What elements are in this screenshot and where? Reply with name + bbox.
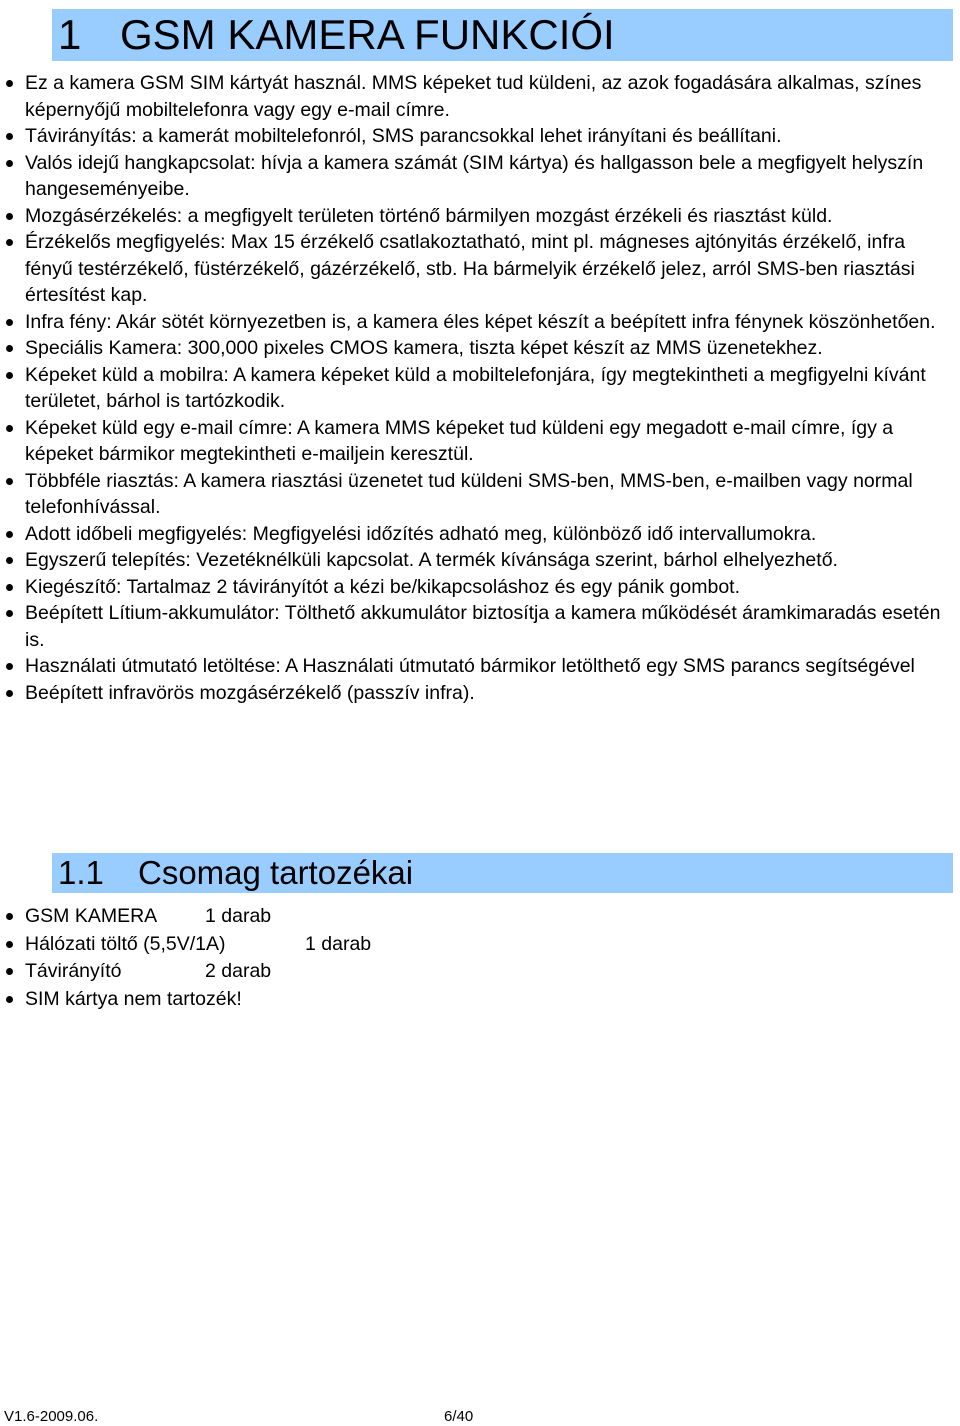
contents-item <box>0 986 700 1014</box>
contents-item-qty: 2 darab <box>205 960 272 982</box>
bullet-icon <box>6 531 13 538</box>
list-item-text: Többféle riasztás: A kamera riasztási üzenetet tud küldeni SMS-ben, MMS-ben, e-mailben vagy normal telefonhívással. <box>25 469 913 518</box>
list-item-text: Infra fény: Akár sötét környezetben is, a kamera éles képet készít a beépített infra fénynek köszönhetően. <box>25 310 936 333</box>
list-item <box>0 574 958 601</box>
section-number: 1 <box>58 11 82 58</box>
list-item-text: Használati útmutató letöltése: A Használati útmutató bármikor letölthető egy SMS parancs segítségével <box>25 655 915 677</box>
list-item-text: Beépített infravörös mozgásérzékelő (passzív infra). <box>25 681 475 704</box>
list-item-text: Távirányítás: a kamerát mobiltelefonról, SMS parancsokkal lehet irányítani és beállítani. <box>25 125 782 147</box>
list-item <box>0 600 958 653</box>
bullet-icon <box>6 133 13 140</box>
list-item <box>0 203 958 230</box>
subsection-title: Csomag tartozékai <box>138 854 414 891</box>
bullet-icon <box>6 372 13 379</box>
subsection-number: 1.1 <box>58 854 104 891</box>
list-item-text: Valós idejű hangkapcsolat: hívja a kamera számát (SIM kártya) és hallgasson bele a megfigyelt helyszín hangeseményeibe. <box>25 151 924 200</box>
bullet-icon <box>6 319 13 326</box>
list-item-text: Beépített Lítium-akkumulátor: Tölthető akkumulátor biztosítja a kamera működését áramkimaradás esetén is. <box>25 602 941 651</box>
list-item <box>0 309 958 336</box>
list-item <box>0 680 958 707</box>
list-item <box>0 521 958 548</box>
list-item-text: Kiegészítő: Tartalmaz 2 távirányítót a kézi be/kikapcsoláshoz és egy pánik gombot. <box>25 575 741 598</box>
list-item <box>0 547 958 574</box>
bullet-icon <box>6 425 13 432</box>
list-item <box>0 362 958 415</box>
contents-item <box>0 958 700 986</box>
contents-item <box>0 903 700 931</box>
footer-version: V1.6-2009.06. <box>4 1408 99 1425</box>
bullet-icon <box>6 913 13 920</box>
bullet-icon <box>6 663 13 670</box>
contents-item-name: GSM KAMERA <box>25 905 158 927</box>
list-item <box>0 123 958 150</box>
contents-item <box>0 931 700 959</box>
list-item-text: Képeket küld egy e-mail címre: A kamera MMS képeket tud küldeni egy megadott e-mail címre, így a képeket bármikor megtekintheti e-mailjein keresztül. <box>25 416 894 465</box>
bullet-icon <box>6 690 13 697</box>
bullet-icon <box>6 213 13 220</box>
bullet-icon <box>6 996 13 1003</box>
contents-item-name: Hálózati töltő (5,5V/1A) <box>25 932 226 955</box>
list-item <box>0 335 958 362</box>
list-item-text: Egyszerű telepítés: Vezetéknélküli kapcsolat. A termék kívánsága szerint, bárhol elhelyezhető. <box>25 549 838 571</box>
bullet-icon <box>6 584 13 591</box>
list-item-text: Mozgásérzékelés: a megfigyelt területen történő bármilyen mozgást érzékeli és riasztást küld. <box>25 204 833 227</box>
bullet-icon <box>6 160 13 167</box>
list-item-text: Képeket küld a mobilra: A kamera képeket küld a mobiltelefonjára, így megtekintheti a megfigyelni kívánt területet, bárhol is tartózkodik. <box>25 363 926 412</box>
bullet-icon <box>6 610 13 617</box>
contents-item-name: SIM kártya nem tartozék! <box>25 987 242 1010</box>
list-item <box>0 415 958 468</box>
bullet-icon <box>6 968 13 975</box>
section-title: GSM KAMERA FUNKCIÓI <box>120 11 615 58</box>
bullet-icon <box>6 80 13 87</box>
bullet-icon <box>6 941 13 948</box>
list-item <box>0 653 958 680</box>
bullet-icon <box>6 478 13 485</box>
list-item <box>0 229 958 309</box>
subsection-heading <box>52 853 953 893</box>
bullet-icon <box>6 239 13 246</box>
bullet-icon <box>6 557 13 564</box>
list-item-text: Adott időbeli megfigyelés: Megfigyelési időzítés adható meg, különböző idő intervallumokra. <box>25 522 817 545</box>
feature-list <box>0 70 958 706</box>
list-item-text: Érzékelős megfigyelés: Max 15 érzékelő csatlakoztatható, mint pl. mágneses ajtónyitás érzékelő, infra fényű testérzékelő, füstérzékelő, gázérzékelő, stb. Ha bármelyik érzékelő jelez, arról SMS-ben riasztási értesítést kap. <box>25 231 915 306</box>
contents-item-name: Távirányító <box>25 960 122 982</box>
footer-page-number: 6/40 <box>444 1408 474 1425</box>
list-item <box>0 468 958 521</box>
list-item <box>0 70 958 123</box>
section-heading <box>52 9 953 61</box>
list-item-text: Speciális Kamera: 300,000 pixeles CMOS kamera, tiszta képet készít az MMS üzenetekhez. <box>25 337 823 359</box>
list-item-text: Ez a kamera GSM SIM kártyát használ. MMS képeket tud küldeni, az azok fogadására alkalmas, színes képernyőjű mobiltelefonra vagy egy e-mail címre. <box>25 72 922 121</box>
bullet-icon <box>6 345 13 352</box>
package-contents-list <box>0 903 700 1013</box>
list-item <box>0 150 958 203</box>
contents-item-qty: 1 darab <box>205 905 272 927</box>
contents-item-qty: 1 darab <box>305 932 372 955</box>
